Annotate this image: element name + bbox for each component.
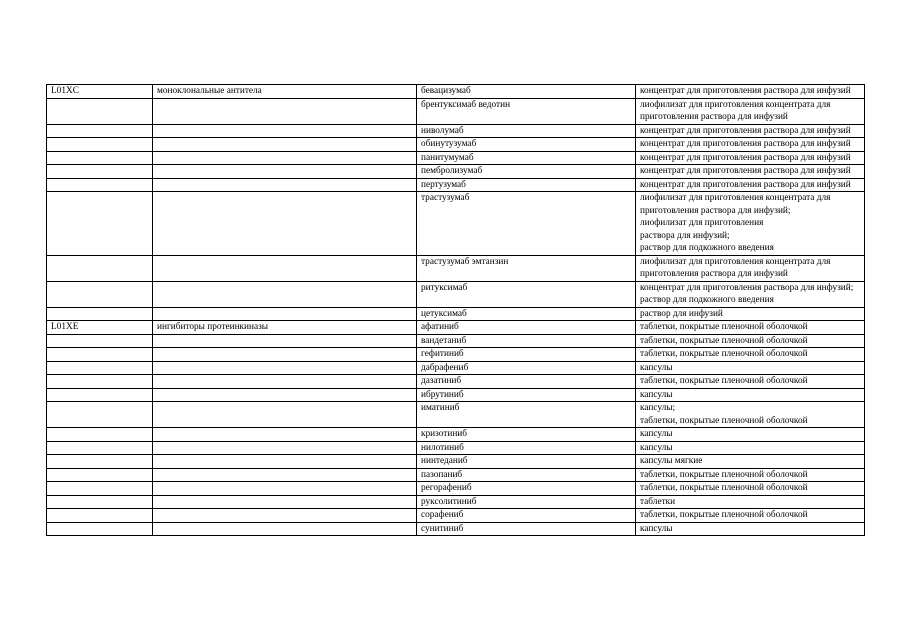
dosage-form-cell: таблетки bbox=[636, 495, 865, 509]
drug-name-cell: вандетаниб bbox=[417, 334, 636, 348]
dosage-form-cell: таблетки, покрытые пленочной оболочкой bbox=[636, 482, 865, 496]
dosage-form-cell: концентрат для приготовления раствора для инфузий bbox=[636, 138, 865, 152]
atc-code-cell bbox=[47, 495, 153, 509]
pharm-group-cell bbox=[153, 348, 417, 362]
table-row bbox=[47, 522, 865, 536]
drug-list-table bbox=[46, 84, 865, 536]
table-row bbox=[47, 307, 865, 321]
atc-code-cell bbox=[47, 178, 153, 192]
pharm-group-cell bbox=[153, 255, 417, 281]
pharm-group-cell bbox=[153, 482, 417, 496]
dosage-form-cell: лиофилизат для приготовления концентрата для приготовления раствора для инфузий; лиофилизат для приготовления раствора для инфузий; раствор для подкожного введения bbox=[636, 192, 865, 256]
atc-code-cell: L01XE bbox=[47, 321, 153, 335]
dosage-form-cell: концентрат для приготовления раствора для инфузий bbox=[636, 151, 865, 165]
pharm-group-cell bbox=[153, 192, 417, 256]
table-row bbox=[47, 468, 865, 482]
dosage-form-cell: таблетки, покрытые пленочной оболочкой bbox=[636, 375, 865, 389]
table-row bbox=[47, 388, 865, 402]
drug-name-cell: нинтеданиб bbox=[417, 455, 636, 469]
pharm-group-cell bbox=[153, 468, 417, 482]
drug-name-cell: руксолитиниб bbox=[417, 495, 636, 509]
table-row bbox=[47, 138, 865, 152]
table-row bbox=[47, 85, 865, 99]
table-row bbox=[47, 441, 865, 455]
atc-code-cell bbox=[47, 124, 153, 138]
drug-name-cell: трастузумаб bbox=[417, 192, 636, 256]
pharm-group-cell: ингибиторы протеинкиназы bbox=[153, 321, 417, 335]
atc-code-cell bbox=[47, 402, 153, 428]
pharm-group-cell bbox=[153, 428, 417, 442]
drug-name-cell: пертузумаб bbox=[417, 178, 636, 192]
pharm-group-cell bbox=[153, 178, 417, 192]
atc-code-cell bbox=[47, 192, 153, 256]
pharm-group-cell bbox=[153, 522, 417, 536]
drug-name-cell: трастузумаб эмтанзин bbox=[417, 255, 636, 281]
atc-code-cell bbox=[47, 307, 153, 321]
pharm-group-cell bbox=[153, 441, 417, 455]
table-row bbox=[47, 375, 865, 389]
atc-code-cell bbox=[47, 455, 153, 469]
pharm-group-cell bbox=[153, 509, 417, 523]
pharm-group-cell bbox=[153, 388, 417, 402]
pharm-group-cell bbox=[153, 98, 417, 124]
atc-code-cell bbox=[47, 388, 153, 402]
drug-table-body bbox=[47, 85, 865, 536]
drug-name-cell: ниволумаб bbox=[417, 124, 636, 138]
drug-name-cell: сунитиниб bbox=[417, 522, 636, 536]
drug-name-cell: пазопаниб bbox=[417, 468, 636, 482]
atc-code-cell bbox=[47, 165, 153, 179]
table-row bbox=[47, 192, 865, 256]
drug-name-cell: регорафениб bbox=[417, 482, 636, 496]
table-row bbox=[47, 178, 865, 192]
table-row bbox=[47, 455, 865, 469]
dosage-form-cell: таблетки, покрытые пленочной оболочкой bbox=[636, 509, 865, 523]
dosage-form-cell: лиофилизат для приготовления концентрата для приготовления раствора для инфузий bbox=[636, 98, 865, 124]
drug-name-cell: дабрафениб bbox=[417, 361, 636, 375]
dosage-form-cell: таблетки, покрытые пленочной оболочкой bbox=[636, 334, 865, 348]
drug-name-cell: сорафениб bbox=[417, 509, 636, 523]
dosage-form-cell: концентрат для приготовления раствора для инфузий bbox=[636, 178, 865, 192]
drug-name-cell: афатиниб bbox=[417, 321, 636, 335]
dosage-form-cell: капсулы bbox=[636, 361, 865, 375]
table-row bbox=[47, 334, 865, 348]
table-row bbox=[47, 165, 865, 179]
drug-name-cell: гефитиниб bbox=[417, 348, 636, 362]
pharm-group-cell bbox=[153, 281, 417, 307]
atc-code-cell bbox=[47, 98, 153, 124]
drug-name-cell: дазатиниб bbox=[417, 375, 636, 389]
atc-code-cell bbox=[47, 361, 153, 375]
table-row bbox=[47, 402, 865, 428]
pharm-group-cell bbox=[153, 165, 417, 179]
pharm-group-cell: моноклональные антитела bbox=[153, 85, 417, 99]
table-row bbox=[47, 255, 865, 281]
table-row bbox=[47, 361, 865, 375]
atc-code-cell bbox=[47, 428, 153, 442]
drug-name-cell: бевацизумаб bbox=[417, 85, 636, 99]
table-row bbox=[47, 124, 865, 138]
table-row bbox=[47, 495, 865, 509]
dosage-form-cell: капсулы bbox=[636, 522, 865, 536]
dosage-form-cell: капсулы мягкие bbox=[636, 455, 865, 469]
pharm-group-cell bbox=[153, 138, 417, 152]
drug-name-cell: панитумумаб bbox=[417, 151, 636, 165]
pharm-group-cell bbox=[153, 361, 417, 375]
pharm-group-cell bbox=[153, 495, 417, 509]
dosage-form-cell: концентрат для приготовления раствора для инфузий bbox=[636, 124, 865, 138]
table-row bbox=[47, 348, 865, 362]
table-row bbox=[47, 281, 865, 307]
dosage-form-cell: концентрат для приготовления раствора для инфузий; раствор для подкожного введения bbox=[636, 281, 865, 307]
pharm-group-cell bbox=[153, 455, 417, 469]
atc-code-cell bbox=[47, 441, 153, 455]
table-row bbox=[47, 428, 865, 442]
drug-name-cell: обинутузумаб bbox=[417, 138, 636, 152]
atc-code-cell bbox=[47, 522, 153, 536]
drug-name-cell: иматиниб bbox=[417, 402, 636, 428]
atc-code-cell bbox=[47, 375, 153, 389]
atc-code-cell: L01XC bbox=[47, 85, 153, 99]
drug-name-cell: брентуксимаб ведотин bbox=[417, 98, 636, 124]
pharm-group-cell bbox=[153, 375, 417, 389]
dosage-form-cell: капсулы bbox=[636, 428, 865, 442]
dosage-form-cell: концентрат для приготовления раствора для инфузий bbox=[636, 165, 865, 179]
atc-code-cell bbox=[47, 334, 153, 348]
pharm-group-cell bbox=[153, 307, 417, 321]
dosage-form-cell: капсулы bbox=[636, 388, 865, 402]
drug-name-cell: пембролизумаб bbox=[417, 165, 636, 179]
drug-name-cell: ибрутиниб bbox=[417, 388, 636, 402]
table-row bbox=[47, 98, 865, 124]
pharm-group-cell bbox=[153, 334, 417, 348]
dosage-form-cell: таблетки, покрытые пленочной оболочкой bbox=[636, 348, 865, 362]
atc-code-cell bbox=[47, 482, 153, 496]
pharm-group-cell bbox=[153, 151, 417, 165]
table-row bbox=[47, 151, 865, 165]
table-row bbox=[47, 321, 865, 335]
dosage-form-cell: концентрат для приготовления раствора для инфузий bbox=[636, 85, 865, 99]
dosage-form-cell: таблетки, покрытые пленочной оболочкой bbox=[636, 321, 865, 335]
pharm-group-cell bbox=[153, 124, 417, 138]
atc-code-cell bbox=[47, 151, 153, 165]
dosage-form-cell: раствор для инфузий bbox=[636, 307, 865, 321]
atc-code-cell bbox=[47, 348, 153, 362]
pharm-group-cell bbox=[153, 402, 417, 428]
atc-code-cell bbox=[47, 509, 153, 523]
dosage-form-cell: таблетки, покрытые пленочной оболочкой bbox=[636, 468, 865, 482]
table-row bbox=[47, 482, 865, 496]
dosage-form-cell: лиофилизат для приготовления концентрата для приготовления раствора для инфузий bbox=[636, 255, 865, 281]
drug-name-cell: нилотиниб bbox=[417, 441, 636, 455]
atc-code-cell bbox=[47, 468, 153, 482]
drug-name-cell: ритуксимаб bbox=[417, 281, 636, 307]
drug-name-cell: цетуксимаб bbox=[417, 307, 636, 321]
atc-code-cell bbox=[47, 138, 153, 152]
table-row bbox=[47, 509, 865, 523]
dosage-form-cell: капсулы bbox=[636, 441, 865, 455]
atc-code-cell bbox=[47, 255, 153, 281]
drug-name-cell: кризотиниб bbox=[417, 428, 636, 442]
dosage-form-cell: капсулы; таблетки, покрытые пленочной оболочкой bbox=[636, 402, 865, 428]
atc-code-cell bbox=[47, 281, 153, 307]
